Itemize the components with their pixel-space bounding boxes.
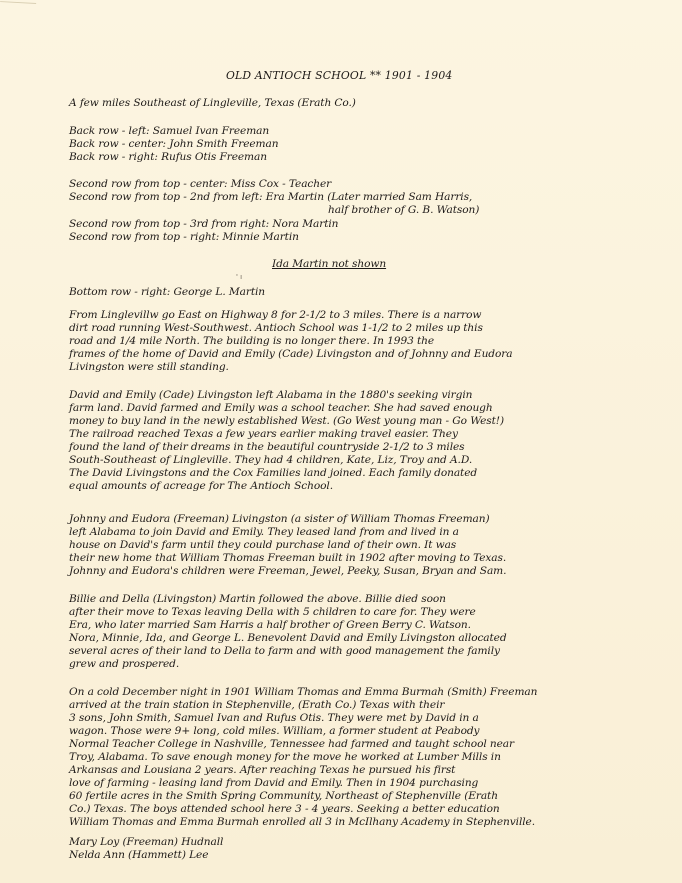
- para2-line1: David and Emily (Cade) Livingston left Alabama in the 1880's seeking virgin: [69, 389, 473, 401]
- para4-line6: grew and prospered.: [69, 658, 180, 670]
- caption-bottom-right: Bottom row - right: George L. Martin: [69, 286, 266, 298]
- caption-second-center: Second row from top - center: Miss Cox - Teacher: [69, 178, 332, 190]
- para5-line2: arrived at the train station in Stephenville, (Erath Co.) Texas with their: [69, 699, 445, 711]
- para2-line6: South-Southeast of Lingleville. They had 4 children, Kate, Liz, Troy and A.D.: [69, 454, 473, 466]
- para5-line4: wagon. Those were 9+ long, cold miles. William, a former student at Peabody: [69, 725, 480, 737]
- para4-line1: Billie and Della (Livingston) Martin followed the above. Billie died soon: [69, 593, 446, 605]
- para5-line7: Arkansas and Lousiana 2 years. After reaching Texas he pursued his first: [69, 764, 456, 776]
- not-shown-note: Ida Martin not shown: [272, 258, 387, 270]
- para2-line3: money to buy land in the newly established West. (Go West young man - Go West!): [69, 415, 504, 427]
- para2-line7: The David Livingstons and the Cox Families land joined. Each family donated: [69, 467, 478, 479]
- caption-second-right: Second row from top - right: Minnie Martin: [69, 231, 299, 243]
- para5-line10: Co.) Texas. The boys attended school here 3 - 4 years. Seeking a better education: [69, 803, 500, 815]
- para1-line1: From Linglevillw go East on Highway 8 for 2-1/2 to 3 miles. There is a narrow: [69, 309, 482, 321]
- caption-second-2nd-left-cont: half brother of G. B. Watson): [328, 204, 480, 216]
- para1-line2: dirt road running West-Southwest. Antioch School was 1-1/2 to 2 miles up this: [69, 322, 483, 334]
- para4-line3: Era, who later married Sam Harris a half brother of Green Berry C. Watson.: [69, 619, 471, 631]
- caption-second-2nd-left: Second row from top - 2nd from left: Era Martin (Later married Sam Harris,: [69, 191, 473, 203]
- para5-line6: Troy, Alabama. To save enough money for the move he worked at Lumber Mills in: [69, 751, 501, 763]
- para2-line5: found the land of their dreams in the beautiful countryside 2-1/2 to 3 miles: [69, 441, 465, 453]
- para4-line2: after their move to Texas leaving Della with 5 children to care for. They were: [69, 606, 476, 618]
- para5-line9: 60 fertile acres in the Smith Spring Community, Northeast of Stephenville (Erath: [69, 790, 498, 802]
- caption-back-right: Back row - right: Rufus Otis Freeman: [69, 151, 267, 163]
- para4-line5: several acres of their land to Della to farm and with good management the family: [69, 645, 500, 657]
- para1-line3: road and 1/4 mile North. The building is no longer there. In 1993 the: [69, 335, 435, 347]
- para5-line1: On a cold December night in 1901 William Thomas and Emma Burmah (Smith) Freeman: [69, 686, 538, 698]
- para3-line4: their new home that William Thomas Freeman built in 1902 after moving to Texas.: [69, 552, 507, 564]
- para5-line8: love of farming - leasing land from David and Emily. Then in 1904 purchasing: [69, 777, 479, 789]
- paper-mark: [0, 1, 36, 10]
- para1-line4: frames of the home of David and Emily (Cade) Livingston and of Johnny and Eudora: [69, 348, 513, 360]
- para3-line5: Johnny and Eudora's children were Freeman, Jewel, Peeky, Susan, Bryan and Sam.: [69, 565, 507, 577]
- para3-line3: house on David's farm until they could purchase land of their own. It was: [69, 539, 457, 551]
- location-line: A few miles Southeast of Lingleville, Texas (Erath Co.): [69, 97, 356, 109]
- speck-mark: ' ı: [236, 273, 243, 281]
- para5-line5: Normal Teacher College in Nashville, Tennessee had farmed and taught school near: [69, 738, 514, 750]
- caption-back-center: Back row - center: John Smith Freeman: [69, 138, 279, 150]
- signature-2: Nelda Ann (Hammett) Lee: [69, 849, 209, 861]
- para5-line11: William Thomas and Emma Burmah enrolled all 3 in McIlhany Academy in Stephenville.: [69, 816, 535, 828]
- para2-line4: The railroad reached Texas a few years earlier making travel easier. They: [69, 428, 458, 440]
- para4-line4: Nora, Minnie, Ida, and George L. Benevolent David and Emily Livingston allocated: [69, 632, 507, 644]
- para2-line2: farm land. David farmed and Emily was a school teacher. She had saved enough: [69, 402, 493, 414]
- signature-1: Mary Loy (Freeman) Hudnall: [69, 836, 224, 848]
- caption-back-left: Back row - left: Samuel Ivan Freeman: [69, 125, 270, 137]
- para2-line8: equal amounts of acreage for The Antioch School.: [69, 480, 333, 492]
- para3-line2: left Alabama to join David and Emily. They leased land from and lived in a: [69, 526, 459, 538]
- para3-line1: Johnny and Eudora (Freeman) Livingston (a sister of William Thomas Freeman): [69, 513, 490, 525]
- para5-line3: 3 sons, John Smith, Samuel Ivan and Rufus Otis. They were met by David in a: [69, 712, 479, 724]
- caption-second-3rd-right: Second row from top - 3rd from right: Nora Martin: [69, 218, 339, 230]
- para1-line5: Livingston were still standing.: [69, 361, 229, 373]
- page-title: OLD ANTIOCH SCHOOL ** 1901 - 1904: [226, 69, 453, 82]
